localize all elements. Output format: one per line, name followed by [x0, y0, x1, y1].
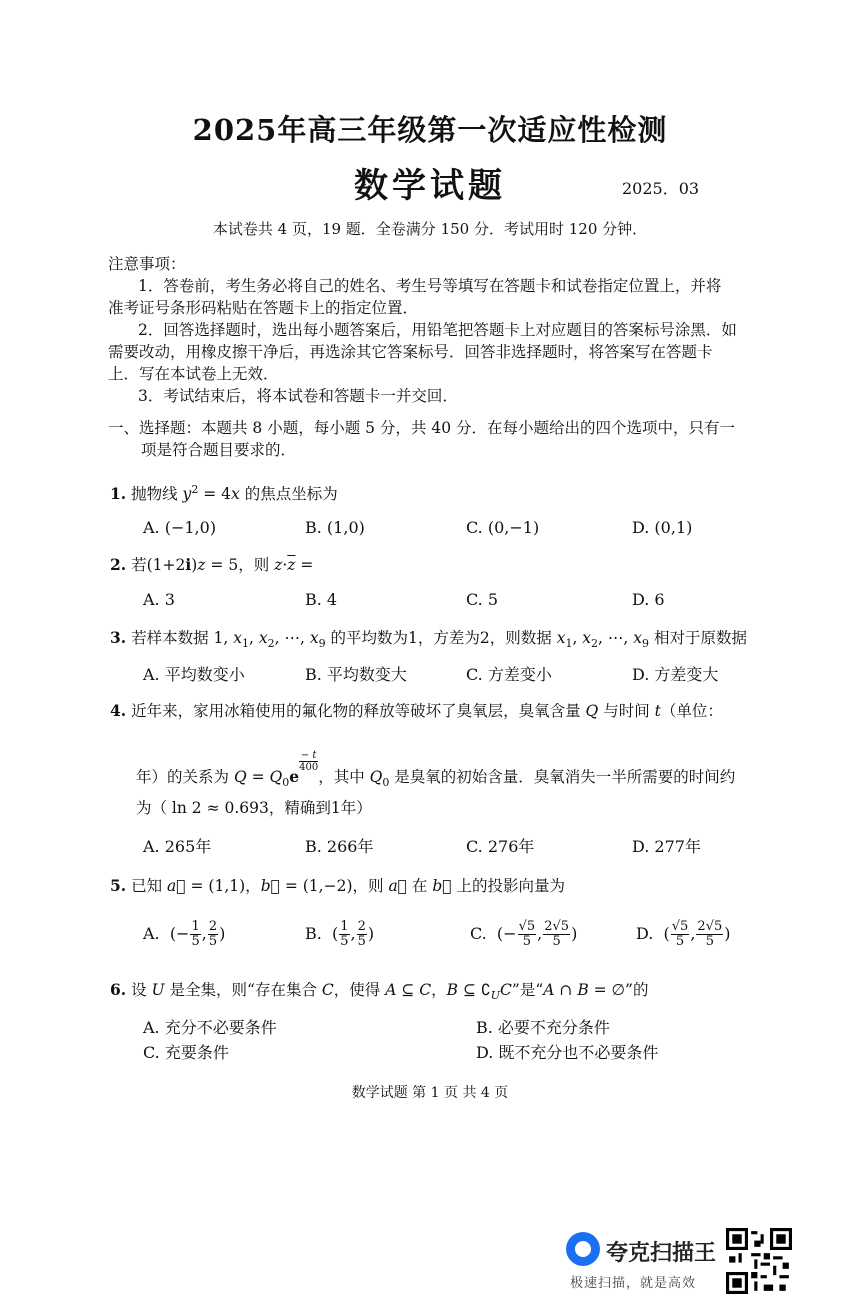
- question-number: 2.: [110, 555, 127, 574]
- q2-option-d: D. 6: [632, 590, 665, 609]
- watermark-title: 夸克扫描王: [606, 1241, 717, 1266]
- q1-option-d: D. (0,1): [632, 518, 693, 537]
- exam-info: 本试卷共 4 页，19 题．全卷满分 150 分．考试用时 120 分钟．: [212, 220, 648, 238]
- notice-item-3: 3．考试结束后，将本试卷和答题卡一并交回．: [138, 387, 458, 405]
- question-5: 5. 已知 a⃗ = (1,1)，b⃗ = (1,−2)，则 a⃗ 在 b⃗ 上的投影向量为: [110, 876, 566, 895]
- notice-heading: 注意事项：: [108, 255, 186, 273]
- q6-option-b: B. 必要不充分条件: [476, 1018, 610, 1037]
- q2-option-c: C. 5: [466, 590, 499, 609]
- notice-item-2c: 上．写在本试卷上无效．: [108, 365, 279, 383]
- question-number: 3.: [110, 628, 127, 647]
- question-number: 5.: [110, 876, 127, 895]
- q6-option-d: D. 既不充分也不必要条件: [476, 1043, 659, 1062]
- exam-title: 2025年高三年级第一次适应性检测: [192, 113, 668, 147]
- q5-option-d: D. ( $\frac{√5}{5}$ , $\frac{2√5}{5}$ ): [636, 919, 731, 949]
- q4-option-d: D. 277年: [632, 837, 701, 856]
- question-3: 3. 若样本数据 1, $x_1$, $x_2$, ⋯, $x_9$ 的平均数为1，方差为2，则数据 $x_1$, $x_2$, ⋯, $x_9$ 相对于原数据: [110, 628, 747, 651]
- exam-subtitle: 数学试题: [354, 166, 506, 206]
- notice-item-2a: 2．回答选择题时，选出每小题答案后，用铅笔把答题卡上对应题目的答案标号涂黑．如: [138, 321, 737, 339]
- question-4: 4. 近年来，家用冰箱使用的氟化物的释放等破坏了臭氧层，臭氧含量 Q 与时间 t（单位：: [110, 701, 723, 720]
- question-number: 6.: [110, 980, 127, 999]
- q5-option-c: C. (− $\frac{√5}{5}$ , $\frac{2√5}{5}$ ): [470, 919, 578, 949]
- page-footer: 数学试题 第 1 页 共 4 页: [351, 1085, 509, 1101]
- q5-option-a: A. (− $\frac{1}{5}$ , $\frac{2}{5}$ ): [143, 919, 226, 949]
- q1-option-a: A. (−1,0): [143, 518, 217, 537]
- q5-option-b: B. ( $\frac{1}{5}$ , $\frac{2}{5}$ ): [305, 919, 375, 949]
- notice-item-1b: 准考证号条形码粘贴在答题卡上的指定位置．: [108, 299, 419, 317]
- question-6: 6. 设 U 是全集，则“存在集合 C，使得 A ⊆ C，B ⊆ $∁_UC$”是“A ∩ B = ∅”的: [110, 980, 649, 1003]
- question-number: 4.: [110, 701, 127, 720]
- q6-option-c: C. 充要条件: [143, 1043, 229, 1062]
- q2-option-a: A. 3: [143, 590, 175, 609]
- watermark-subtitle: 极速扫描，就是高效: [570, 1276, 697, 1291]
- q3-option-d: D. 方差变大: [632, 665, 719, 684]
- qr-code-icon: [726, 1228, 792, 1294]
- q3-option-b: B. 平均数变大: [305, 665, 407, 684]
- notice-item-1a: 1．答卷前，考生务必将自己的姓名、考生号等填写在答题卡和试卷指定位置上，并将: [138, 277, 722, 295]
- q4-option-c: C. 276年: [466, 837, 535, 856]
- q1-option-c: C. (0,−1): [466, 518, 540, 537]
- question-2: 2. 若(1+2i)z = 5，则 $z\cdot\overline{z}$ =: [110, 555, 314, 574]
- question-4-line3: 为（ ln 2 ≈ 0.693，精确到1年）: [136, 799, 372, 817]
- q4-option-b: B. 266年: [305, 837, 374, 856]
- section-heading-cont: 项是符合题目要求的．: [141, 441, 297, 459]
- question-1: 1. 抛物线 $y^2 = 4x$ 的焦点坐标为: [110, 482, 338, 503]
- q2-option-b: B. 4: [305, 590, 338, 609]
- section-heading: 一、选择题：本题共 8 小题，每小题 5 分，共 40 分．在每小题给出的四个选项中，只有一: [108, 419, 736, 437]
- exam-date: 2025．03: [622, 179, 700, 198]
- q3-option-c: C. 方差变小: [466, 665, 552, 684]
- question-4-line2: 年）的关系为 $Q = Q_0e$ $\frac{- t}{400}$ ，其中 $Q_0$ 是臭氧的初始含量．臭氧消失一半所需要的时间约: [136, 750, 736, 790]
- q4-option-a: A. 265年: [143, 837, 212, 856]
- q1-option-b: B. (1,0): [305, 518, 365, 537]
- notice-item-2b: 需要改动，用橡皮擦干净后，再选涂其它答案标号．回答非选择题时，将答案写在答题卡: [108, 343, 713, 361]
- q3-option-a: A. 平均数变小: [143, 665, 245, 684]
- q6-option-a: A. 充分不必要条件: [143, 1018, 277, 1037]
- question-number: 1.: [110, 484, 127, 503]
- scanner-logo-icon: [566, 1232, 600, 1266]
